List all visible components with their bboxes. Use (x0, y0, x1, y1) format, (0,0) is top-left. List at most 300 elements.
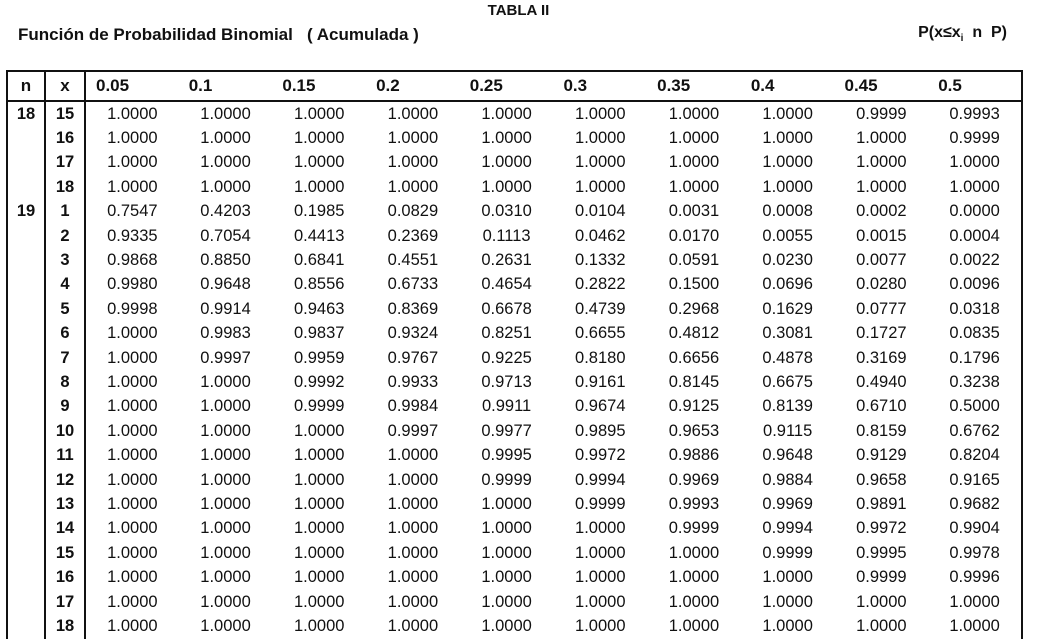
cell-probability: 0.0015 (856, 226, 907, 245)
cell-probability: 1.0000 (200, 494, 251, 513)
table-row (7, 468, 1022, 492)
formula-subscript: i (960, 33, 964, 45)
cell-probability: 0.9993 (928, 101, 1022, 126)
cell-probability: 1.0000 (200, 177, 251, 196)
cell-probability: 1.0000 (575, 592, 626, 611)
cell-probability: 1.0000 (107, 494, 158, 513)
cell-probability: 0.2822 (575, 275, 626, 294)
cell-n (7, 126, 45, 150)
cell-probability: 0.8145 (668, 372, 720, 391)
cell-probability: 0.6675 (762, 372, 813, 391)
cell-probability: 0.9933 (387, 372, 439, 391)
cell-probability: 0.9972 (856, 519, 907, 538)
column-header-x: x (45, 71, 85, 101)
cell-probability: 0.0310 (481, 202, 532, 221)
cell-probability: 0.9984 (387, 397, 439, 416)
cell-probability: 1.0000 (762, 104, 813, 123)
cell-probability: 1.0000 (293, 494, 345, 513)
cell-n (7, 541, 45, 565)
cell-x: 18 (45, 614, 85, 638)
cell-probability: 0.1727 (856, 324, 907, 343)
cell-probability: 0.9977 (481, 421, 532, 440)
table-row (7, 126, 1022, 150)
cell-probability: 0.9914 (200, 299, 251, 318)
cell-probability: 0.9969 (762, 494, 813, 513)
column-header-p: 0.35 (647, 71, 741, 101)
cell-probability: 1.0000 (387, 153, 439, 172)
cell-probability: 0.0096 (928, 273, 1022, 297)
cell-n (7, 419, 45, 443)
column-header-p: 0.15 (272, 71, 366, 101)
cell-probability: 1.0000 (293, 446, 345, 465)
table-row (7, 443, 1022, 467)
cell-probability: 1.0000 (293, 129, 345, 148)
cell-probability: 0.9978 (928, 541, 1022, 565)
table-row (7, 224, 1022, 248)
cell-probability: 0.0829 (387, 202, 439, 221)
cell-probability: 1.0000 (575, 104, 626, 123)
cell-n (7, 443, 45, 467)
cell-n (7, 395, 45, 419)
cell-probability: 1.0000 (387, 592, 439, 611)
cell-x: 11 (45, 443, 85, 467)
cell-probability: 0.9959 (293, 348, 345, 367)
formula-main: P(x≤x (918, 24, 961, 41)
cell-probability: 0.4739 (575, 299, 626, 318)
cell-x: 17 (45, 151, 85, 175)
cell-probability: 1.0000 (481, 592, 532, 611)
cell-n (7, 492, 45, 516)
cell-probability: 1.0000 (200, 153, 251, 172)
cell-probability: 0.9868 (107, 251, 158, 270)
formula-rest: n P) (963, 24, 1007, 41)
cell-probability: 0.0170 (668, 226, 720, 245)
cell-x: 16 (45, 126, 85, 150)
cell-probability: 0.4551 (387, 251, 439, 270)
cell-probability: 0.2369 (387, 226, 439, 245)
cell-probability: 0.0002 (856, 202, 907, 221)
cell-x: 17 (45, 590, 85, 614)
cell-probability: 0.0591 (668, 251, 720, 270)
cell-probability: 1.0000 (200, 592, 251, 611)
table-row (7, 322, 1022, 346)
cell-probability: 1.0000 (200, 129, 251, 148)
cell-probability: 1.0000 (200, 421, 251, 440)
cell-probability: 1.0000 (668, 568, 720, 587)
cell-probability: 1.0000 (107, 397, 158, 416)
table-row (7, 419, 1022, 443)
cell-n (7, 322, 45, 346)
cell-probability: 1.0000 (481, 568, 532, 587)
cell-x: 8 (45, 370, 85, 394)
cell-probability: 1.0000 (575, 129, 626, 148)
cell-probability: 0.1985 (293, 202, 345, 221)
table-row (7, 346, 1022, 370)
cell-probability: 1.0000 (200, 372, 251, 391)
cell-probability: 0.8204 (928, 443, 1022, 467)
cell-probability: 1.0000 (575, 153, 626, 172)
cell-probability: 0.0318 (928, 297, 1022, 321)
cell-probability: 0.9891 (856, 494, 907, 513)
cell-probability: 0.1113 (482, 226, 531, 245)
cell-probability: 1.0000 (107, 421, 158, 440)
cell-probability: 1.0000 (293, 470, 345, 489)
cell-probability: 1.0000 (481, 494, 532, 513)
cell-probability: 0.0835 (928, 322, 1022, 346)
cell-probability: 1.0000 (668, 104, 720, 123)
table-row (7, 175, 1022, 199)
cell-probability: 1.0000 (668, 592, 720, 611)
cell-probability: 1.0000 (928, 590, 1022, 614)
cell-probability: 0.9972 (575, 446, 626, 465)
cell-probability: 1.0000 (762, 129, 813, 148)
cell-n (7, 224, 45, 248)
table-body (7, 101, 1022, 639)
cell-probability: 0.9125 (668, 397, 720, 416)
cell-probability: 0.0055 (762, 226, 813, 245)
table-label: TABLA II (487, 2, 550, 19)
cell-probability: 0.4812 (668, 324, 720, 343)
cell-probability: 0.9463 (293, 299, 345, 318)
table-row (7, 492, 1022, 516)
cell-probability: 1.0000 (856, 592, 907, 611)
cell-probability: 1.0000 (107, 446, 158, 465)
binomial-table (6, 70, 1023, 639)
cell-n: 19 (7, 200, 45, 224)
cell-probability: 0.9998 (107, 299, 158, 318)
cell-probability: 1.0000 (107, 348, 158, 367)
cell-n (7, 468, 45, 492)
table-row (7, 590, 1022, 614)
cell-probability: 0.9682 (928, 492, 1022, 516)
cell-probability: 0.9895 (575, 421, 626, 440)
cell-probability: 0.7054 (200, 226, 251, 245)
cell-probability: 1.0000 (293, 519, 345, 538)
table-row (7, 151, 1022, 175)
cell-probability: 1.0000 (200, 446, 251, 465)
cell-x: 3 (45, 248, 85, 272)
cell-probability: 0.9886 (668, 446, 720, 465)
cell-probability: 0.9999 (928, 126, 1022, 150)
cell-n (7, 175, 45, 199)
cell-n (7, 346, 45, 370)
cell-probability: 0.3081 (762, 324, 813, 343)
cell-probability: 0.9658 (856, 470, 907, 489)
table-row (7, 395, 1022, 419)
cell-probability: 0.3169 (856, 348, 907, 367)
cell-probability: 0.1796 (928, 346, 1022, 370)
cell-probability: 0.0000 (928, 200, 1022, 224)
cell-probability: 1.0000 (293, 568, 345, 587)
cell-probability: 1.0000 (293, 592, 345, 611)
cell-probability: 1.0000 (293, 543, 345, 562)
cell-probability: 1.0000 (107, 324, 158, 343)
table-row (7, 565, 1022, 589)
cell-probability: 0.0777 (856, 299, 907, 318)
cell-n (7, 151, 45, 175)
cell-x: 5 (45, 297, 85, 321)
cell-probability: 1.0000 (200, 543, 251, 562)
table-row (7, 200, 1022, 224)
cell-probability: 1.0000 (575, 616, 626, 635)
cell-probability: 0.8369 (387, 299, 439, 318)
cell-probability: 0.4940 (856, 372, 907, 391)
cell-probability: 1.0000 (481, 129, 532, 148)
cell-probability: 1.0000 (856, 177, 907, 196)
cell-x: 13 (45, 492, 85, 516)
cell-probability: 0.9983 (200, 324, 251, 343)
cell-probability: 1.0000 (107, 153, 158, 172)
cell-probability: 1.0000 (200, 568, 251, 587)
cell-probability: 1.0000 (762, 616, 813, 635)
probability-formula (918, 24, 1007, 44)
cell-probability: 0.9837 (293, 324, 345, 343)
cell-probability: 1.0000 (387, 519, 439, 538)
cell-probability: 0.9648 (200, 275, 251, 294)
cell-probability: 0.9995 (856, 543, 907, 562)
cell-x: 2 (45, 224, 85, 248)
cell-probability: 0.8850 (200, 251, 251, 270)
cell-probability: 0.9713 (481, 372, 532, 391)
cell-n (7, 565, 45, 589)
cell-x: 15 (45, 101, 85, 126)
cell-probability: 1.0000 (200, 616, 251, 635)
cell-probability: 1.0000 (668, 153, 720, 172)
cell-probability: 1.0000 (387, 543, 439, 562)
cell-probability: 0.0022 (928, 248, 1022, 272)
cell-x: 15 (45, 541, 85, 565)
cell-probability: 0.8159 (856, 421, 907, 440)
cell-probability: 0.7547 (107, 202, 158, 221)
column-header-p: 0.3 (553, 71, 647, 101)
cell-probability: 1.0000 (668, 616, 720, 635)
cell-probability: 0.1500 (668, 275, 720, 294)
cell-probability: 0.9996 (928, 565, 1022, 589)
cell-n (7, 297, 45, 321)
cell-probability: 0.0004 (928, 224, 1022, 248)
column-header-p: 0.45 (835, 71, 929, 101)
cell-probability: 0.9335 (107, 226, 158, 245)
cell-probability: 1.0000 (293, 104, 345, 123)
cell-probability: 0.9161 (575, 372, 626, 391)
cell-probability: 0.8139 (762, 397, 813, 416)
cell-probability: 1.0000 (293, 421, 345, 440)
cell-probability: 0.9324 (387, 324, 439, 343)
cell-probability: 1.0000 (107, 519, 158, 538)
cell-x: 18 (45, 175, 85, 199)
column-header-p: 0.4 (741, 71, 835, 101)
column-header-p: 0.5 (928, 71, 1022, 101)
cell-probability: 0.0077 (856, 251, 907, 270)
cell-n (7, 273, 45, 297)
cell-probability: 0.6841 (293, 251, 345, 270)
cell-probability: 0.6733 (387, 275, 439, 294)
cell-probability: 1.0000 (668, 129, 720, 148)
cell-probability: 0.4203 (200, 202, 251, 221)
cell-probability: 1.0000 (481, 519, 532, 538)
cell-probability: 0.6678 (481, 299, 532, 318)
cell-probability: 1.0000 (387, 104, 439, 123)
cell-probability: 1.0000 (575, 568, 626, 587)
cell-probability: 0.0230 (762, 251, 813, 270)
cell-x: 10 (45, 419, 85, 443)
cell-probability: 0.8251 (481, 324, 532, 343)
cell-n (7, 248, 45, 272)
cell-probability: 1.0000 (575, 519, 626, 538)
cell-n (7, 370, 45, 394)
cell-probability: 0.2631 (481, 251, 532, 270)
cell-probability: 0.9674 (575, 397, 626, 416)
cell-probability: 0.8556 (293, 275, 345, 294)
table-row (7, 297, 1022, 321)
cell-probability: 0.9884 (762, 470, 813, 489)
cell-probability: 1.0000 (387, 568, 439, 587)
column-header-p: 0.2 (366, 71, 460, 101)
cell-probability: 1.0000 (928, 175, 1022, 199)
cell-probability: 1.0000 (387, 470, 439, 489)
cell-probability: 0.9997 (387, 421, 439, 440)
cell-probability: 0.9993 (668, 494, 720, 513)
column-header-p: 0.1 (179, 71, 273, 101)
cell-x: 12 (45, 468, 85, 492)
cell-x: 4 (45, 273, 85, 297)
cell-probability: 0.4878 (762, 348, 813, 367)
cell-probability: 0.9980 (107, 275, 158, 294)
cell-probability: 1.0000 (481, 616, 532, 635)
table-row (7, 541, 1022, 565)
cell-probability: 0.9999 (293, 397, 345, 416)
cell-probability: 1.0000 (668, 543, 720, 562)
cell-n (7, 614, 45, 638)
cell-probability: 0.9767 (387, 348, 439, 367)
cell-probability: 0.9994 (762, 519, 813, 538)
cell-probability: 0.9999 (575, 494, 626, 513)
cell-probability: 0.4654 (481, 275, 532, 294)
cell-probability: 0.4413 (293, 226, 345, 245)
cell-n (7, 590, 45, 614)
cell-probability: 0.9994 (575, 470, 626, 489)
cell-probability: 1.0000 (762, 153, 813, 172)
cell-probability: 0.0104 (575, 202, 626, 221)
cell-probability: 0.8180 (575, 348, 626, 367)
cell-probability: 1.0000 (200, 519, 251, 538)
cell-n (7, 517, 45, 541)
cell-x: 1 (45, 200, 85, 224)
cell-n: 18 (7, 101, 45, 126)
cell-probability: 1.0000 (200, 397, 251, 416)
cell-probability: 0.9115 (763, 421, 813, 440)
table-row (7, 517, 1022, 541)
cell-probability: 1.0000 (200, 104, 251, 123)
cell-probability: 0.9969 (668, 470, 720, 489)
cell-probability: 1.0000 (293, 153, 345, 172)
cell-probability: 1.0000 (107, 592, 158, 611)
cell-probability: 1.0000 (107, 104, 158, 123)
cell-probability: 0.9999 (481, 470, 532, 489)
cell-probability: 1.0000 (387, 446, 439, 465)
cell-probability: 0.9992 (293, 372, 345, 391)
cell-probability: 1.0000 (668, 177, 720, 196)
cell-probability: 1.0000 (293, 616, 345, 635)
cell-probability: 1.0000 (481, 153, 532, 172)
cell-probability: 0.9904 (928, 517, 1022, 541)
cell-probability: 0.9997 (200, 348, 251, 367)
cell-probability: 1.0000 (928, 151, 1022, 175)
header-row (7, 71, 1022, 101)
cell-probability: 0.0462 (575, 226, 626, 245)
cell-probability: 0.9225 (481, 348, 532, 367)
cell-probability: 0.0031 (668, 202, 720, 221)
cell-probability: 0.9999 (856, 568, 907, 587)
cell-probability: 0.6655 (575, 324, 626, 343)
cell-probability: 0.5000 (928, 395, 1022, 419)
cell-probability: 0.9995 (481, 446, 532, 465)
cell-probability: 0.2968 (668, 299, 720, 318)
cell-probability: 0.3238 (928, 370, 1022, 394)
cell-probability: 1.0000 (481, 177, 532, 196)
cell-probability: 1.0000 (387, 129, 439, 148)
cell-probability: 1.0000 (107, 177, 158, 196)
cell-probability: 1.0000 (856, 153, 907, 172)
page-title: Función de Probabilidad Binomial ( Acumulada ) (18, 25, 419, 44)
cell-probability: 1.0000 (575, 543, 626, 562)
cell-probability: 1.0000 (387, 616, 439, 635)
cell-probability: 0.9999 (762, 543, 813, 562)
cell-probability: 1.0000 (107, 372, 158, 391)
cell-probability: 1.0000 (481, 543, 532, 562)
cell-probability: 0.6762 (928, 419, 1022, 443)
cell-probability: 1.0000 (762, 177, 813, 196)
cell-probability: 0.9911 (481, 397, 532, 416)
cell-probability: 0.0696 (762, 275, 813, 294)
cell-probability: 0.1629 (762, 299, 813, 318)
cell-probability: 0.0280 (856, 275, 907, 294)
cell-x: 6 (45, 322, 85, 346)
cell-probability: 0.9165 (928, 468, 1022, 492)
cell-probability: 0.9999 (856, 104, 907, 123)
cell-probability: 0.9999 (668, 519, 720, 538)
table-row (7, 370, 1022, 394)
cell-probability: 1.0000 (107, 129, 158, 148)
table-row (7, 248, 1022, 272)
table-row (7, 614, 1022, 638)
cell-probability: 1.0000 (293, 177, 345, 196)
cell-probability: 1.0000 (481, 104, 532, 123)
column-header-p: 0.25 (460, 71, 554, 101)
cell-probability: 1.0000 (856, 616, 907, 635)
cell-probability: 0.6656 (668, 348, 720, 367)
cell-probability: 1.0000 (387, 494, 439, 513)
column-header-n: n (7, 71, 45, 101)
cell-probability: 1.0000 (200, 470, 251, 489)
cell-probability: 1.0000 (107, 616, 158, 635)
column-header-p: 0.05 (85, 71, 179, 101)
cell-probability: 1.0000 (387, 177, 439, 196)
table-row (7, 101, 1022, 126)
cell-probability: 1.0000 (107, 543, 158, 562)
cell-probability: 0.9648 (762, 446, 813, 465)
cell-probability: 1.0000 (928, 614, 1022, 638)
cell-probability: 1.0000 (762, 568, 813, 587)
cell-probability: 0.1332 (575, 251, 626, 270)
table-row (7, 273, 1022, 297)
cell-probability: 1.0000 (107, 470, 158, 489)
cell-x: 14 (45, 517, 85, 541)
cell-probability: 0.0008 (762, 202, 813, 221)
cell-probability: 0.9129 (856, 446, 907, 465)
cell-x: 7 (45, 346, 85, 370)
cell-probability: 1.0000 (107, 568, 158, 587)
